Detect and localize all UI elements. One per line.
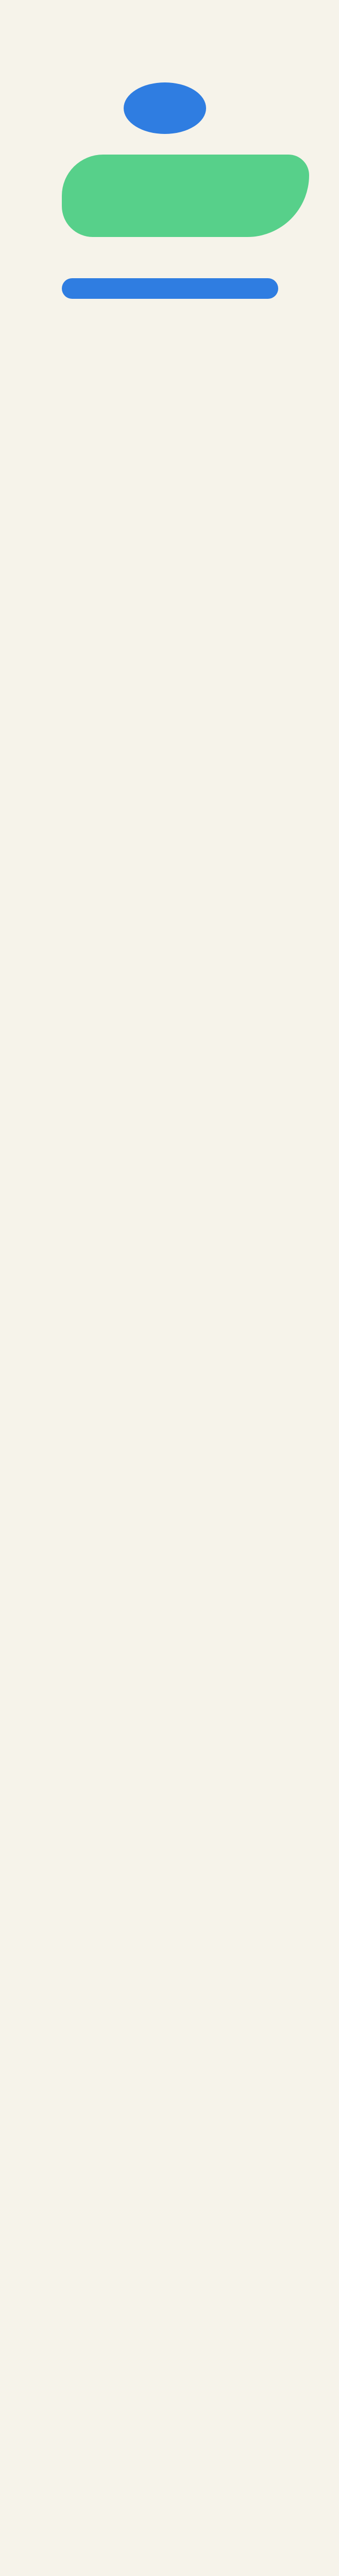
hero-banner <box>0 0 339 289</box>
festival-badge <box>124 82 206 134</box>
green-blob-shape <box>62 155 309 237</box>
schedule-title-banner <box>62 278 278 299</box>
